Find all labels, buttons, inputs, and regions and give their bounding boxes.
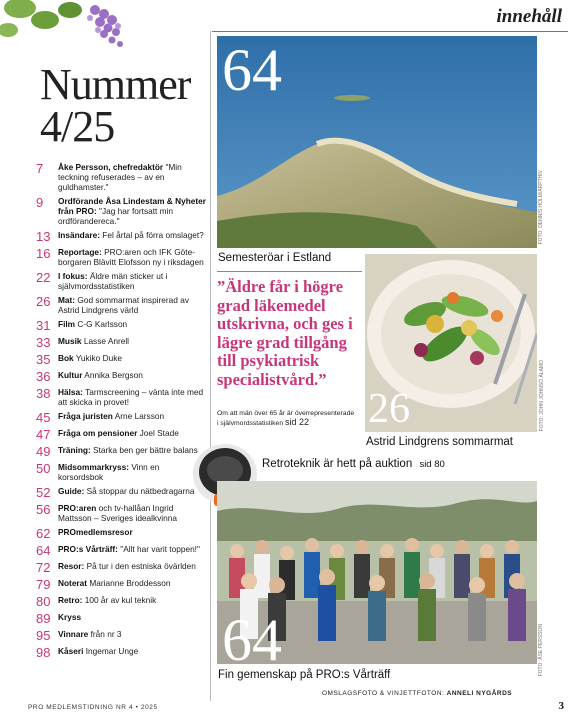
toc-entry-title: Fråga om pensioner: [58, 428, 138, 438]
page-number: 3: [558, 700, 564, 712]
toc-entry-text: [58, 561, 196, 571]
toc-entry-title: Vinnare: [58, 629, 89, 639]
toc-entry[interactable]: [36, 336, 206, 349]
retro-caption-text: Retroteknik är hett på auktion: [262, 458, 413, 470]
toc-entry-text: [58, 411, 164, 421]
cover-photo-credit: [322, 690, 512, 697]
toc-entry-description: På tur i den estniska övärlden: [86, 561, 196, 571]
toc-page-number: 49: [36, 444, 51, 459]
toc-entry-title: Åke Persson, chefredaktör: [58, 162, 164, 172]
toc-page-number: 16: [36, 246, 51, 261]
toc-entry-description: Lasse Anrell: [83, 336, 130, 346]
toc-entry[interactable]: [36, 445, 206, 458]
toc-entry[interactable]: [36, 295, 206, 315]
toc-entry-title: Mat:: [58, 295, 76, 305]
section-label: innehåll: [496, 6, 562, 27]
toc-entry-text: [58, 428, 179, 438]
pull-quote: ”Äldre får i högre grad läkemedel utskrivna, och ges i lägre grad tillgång till psykiatrisk specialistvård.”: [217, 277, 353, 389]
toc-entry[interactable]: [36, 462, 206, 482]
toc-entry-text: [58, 370, 143, 380]
toc-entry[interactable]: [36, 561, 206, 574]
toc-entry-description: Fel årtal på förra omslaget?: [102, 230, 204, 240]
food-page-number: 26: [368, 386, 410, 432]
toc-entry-text: [58, 462, 206, 482]
toc-page-number: 13: [36, 229, 51, 244]
toc-entry-title: Film: [58, 319, 76, 329]
toc-entry[interactable]: [36, 527, 206, 540]
toc-entry-description: från nr 3: [90, 629, 122, 639]
toc-entry-text: [58, 247, 206, 267]
toc-entry[interactable]: [36, 247, 206, 267]
toc-entry[interactable]: [36, 646, 206, 659]
pull-quote-note: [217, 410, 357, 428]
toc-page-number: 7: [36, 161, 44, 176]
issue-title: [40, 60, 191, 151]
toc-entry[interactable]: [36, 503, 206, 523]
toc-entry[interactable]: [36, 353, 206, 366]
magazine-footer: PRO MEDLEMSTIDNING NR 4 • 2025: [28, 704, 158, 711]
toc-entry-text: [58, 527, 133, 537]
toc-entry-description: Yukiko Duke: [75, 353, 122, 363]
toc-entry-description: Så stoppar du nätbedragarna: [86, 486, 195, 496]
toc-page-number: 79: [36, 577, 51, 592]
cover-photo-credit-name: ANNELI NYGÅRDS: [446, 690, 513, 697]
toc-entry-description: Vinn en korsordsbok: [58, 462, 160, 482]
toc-entry-title: Insändare:: [58, 230, 100, 240]
toc-entry-description: "Allt har varit toppen!": [120, 544, 200, 554]
toc-entry[interactable]: [36, 162, 206, 192]
toc-page-number: 50: [36, 461, 51, 476]
toc-entry[interactable]: [36, 595, 206, 608]
estonia-caption-rule: [217, 271, 362, 272]
toc-page-number: 95: [36, 628, 51, 643]
toc-entry-title: Reportage:: [58, 247, 102, 257]
toc-page-number: 9: [36, 195, 44, 210]
toc-page-number: 31: [36, 318, 51, 333]
toc-page-number: 89: [36, 611, 51, 626]
toc-page-number: 33: [36, 335, 51, 350]
toc-entry-description: Annika Bergson: [84, 370, 143, 380]
lilac-flower-illustration: [0, 0, 140, 60]
food-photo-credit: FOTO: JOHN JOHNSÖ ÅLAMO: [539, 360, 545, 432]
toc-entry[interactable]: [36, 196, 206, 226]
toc-entry-description: Starka ben ger bättre balans: [93, 445, 198, 455]
toc-entry-title: PRO:s Vårträff:: [58, 544, 118, 554]
toc-entry[interactable]: [36, 612, 206, 625]
pull-quote-page-ref: sid 22: [285, 417, 310, 427]
toc-entry-text: [58, 336, 129, 346]
toc-entry-title: PRO:aren: [58, 503, 97, 513]
toc-entry-text: [58, 646, 138, 656]
toc-entry-description: 100 år av kul teknik: [84, 595, 157, 605]
toc-page-number: 72: [36, 560, 51, 575]
toc-entry-title: Fråga juristen: [58, 411, 113, 421]
group-page-number: 64: [222, 607, 282, 673]
toc-entry-text: [58, 319, 127, 329]
toc-page-number: 36: [36, 369, 51, 384]
toc-page-number: 80: [36, 594, 51, 609]
toc-page-number: 56: [36, 502, 51, 517]
toc-entry-description: PRO:aren och IFK Göte-borgaren Blävitt Elofsson ny i riksdagen: [58, 247, 204, 267]
toc-entry-title: Träning:: [58, 445, 91, 455]
toc-entry[interactable]: [36, 486, 206, 499]
toc-entry-title: Ordförande Åsa Lindestam & Nyheter från PRO:: [58, 196, 206, 216]
toc-entry-text: [58, 230, 204, 240]
toc-entry-title: Resor:: [58, 561, 85, 571]
toc-entry-text: [58, 295, 206, 315]
toc-entry-text: [58, 162, 206, 192]
toc-entry-description: Tarmscreening – vänta inte med att skicka in provet!: [58, 387, 204, 407]
toc-entry-text: [58, 595, 156, 605]
toc-entry-description: Äldre män sticker ut i självmordsstatistiken: [58, 271, 168, 291]
toc-page-number: 38: [36, 386, 51, 401]
toc-entry-text: [58, 387, 206, 407]
toc-entry-description: "Jag har fortsatt min ordförandereса.": [58, 206, 174, 226]
toc-entry-title: Kryss: [58, 612, 82, 622]
toc-entry-text: [58, 353, 122, 363]
estonia-photo-credit: FOTO: DENNIS HOLM/ARPTHIV: [538, 170, 544, 245]
toc-entry-text: [58, 629, 122, 639]
toc-entry-title: Noterat: [58, 578, 88, 588]
toc-entry[interactable]: [36, 370, 206, 383]
toc-page-number: 26: [36, 294, 51, 309]
column-divider: [210, 31, 211, 701]
cover-photo-credit-label: OMSLAGSFOTO & VINJETTFOTON:: [322, 690, 445, 697]
toc-page-number: 45: [36, 410, 51, 425]
toc-entry-title: Midsommarkryss:: [58, 462, 130, 472]
toc-entry[interactable]: [36, 428, 206, 441]
toc-entry-description: Joel Stade: [139, 428, 179, 438]
toc-entry-title: Bok: [58, 353, 74, 363]
toc-page-number: 98: [36, 645, 51, 660]
group-photo-credit: FOTO: ÅSE PERSSON: [538, 624, 544, 677]
estonia-caption: Semesteröar i Estland: [218, 252, 332, 264]
estonia-page-number: 64: [222, 37, 282, 103]
toc-entry-description: Arne Larsson: [114, 411, 165, 421]
toc-entry-title: Guide:: [58, 486, 85, 496]
toc-entry[interactable]: [36, 544, 206, 557]
toc-entry[interactable]: [36, 387, 206, 407]
toc-entry-text: [58, 503, 206, 523]
toc-page-number: 62: [36, 526, 51, 541]
toc-entry-title: Retro:: [58, 595, 83, 605]
toc-entry[interactable]: [36, 578, 206, 591]
toc-entry-text: [58, 196, 206, 226]
toc-entry-text: [58, 578, 171, 588]
toc-entry[interactable]: [36, 230, 206, 243]
toc-entry-title: Hälsa:: [58, 387, 83, 397]
toc-entry-text: [58, 544, 200, 554]
retro-caption: [262, 458, 445, 470]
toc-entry-text: [58, 486, 195, 496]
toc-entry-description: Marianne Broddesson: [89, 578, 171, 588]
toc-entry-description: och tv-hallåan Ingrid Mattsson – Sveriges idealkvinna: [58, 503, 177, 523]
group-caption: Fin gemenskap på PRO:s Vårträff: [218, 669, 391, 681]
top-divider: [212, 31, 568, 32]
issue-number: 4/25: [40, 102, 115, 151]
toc-page-number: 35: [36, 352, 51, 367]
toc-page-number: 22: [36, 270, 51, 285]
retro-page-ref: sid 80: [419, 459, 445, 470]
toc-entry-title: Kåseri: [58, 646, 84, 656]
toc-entry-title: PROmedlemsresor: [58, 527, 133, 537]
toc-entry-title: Musik: [58, 336, 82, 346]
toc-page-number: 47: [36, 427, 51, 442]
toc-page-number: 52: [36, 485, 51, 500]
toc-page-number: 64: [36, 543, 51, 558]
toc-entry-text: [58, 445, 198, 455]
table-of-contents: [36, 162, 206, 663]
toc-entry-description: Ingemar Unge: [85, 646, 139, 656]
issue-title-line1: Nummer: [40, 60, 191, 109]
pull-quote-note-text: Om att män över 65 år är överrepresenterade i självmordsstatistiken: [217, 410, 355, 427]
toc-entry[interactable]: [36, 629, 206, 642]
toc-entry-description: C-G Karlsson: [77, 319, 128, 329]
toc-entry[interactable]: [36, 319, 206, 332]
toc-entry[interactable]: [36, 271, 206, 291]
toc-entry-text: [58, 612, 81, 622]
toc-entry[interactable]: [36, 411, 206, 424]
toc-entry-description: "Min teckning refuserades – av en guldhamster.": [58, 162, 182, 192]
toc-entry-title: I fokus:: [58, 271, 88, 281]
toc-entry-text: [58, 271, 206, 291]
toc-entry-title: Kultur: [58, 370, 83, 380]
toc-entry-description: God sommarmat inspirerad av Astrid Lindgrens värld: [58, 295, 189, 315]
food-caption: Astrid Lindgrens sommarmat: [366, 436, 513, 448]
